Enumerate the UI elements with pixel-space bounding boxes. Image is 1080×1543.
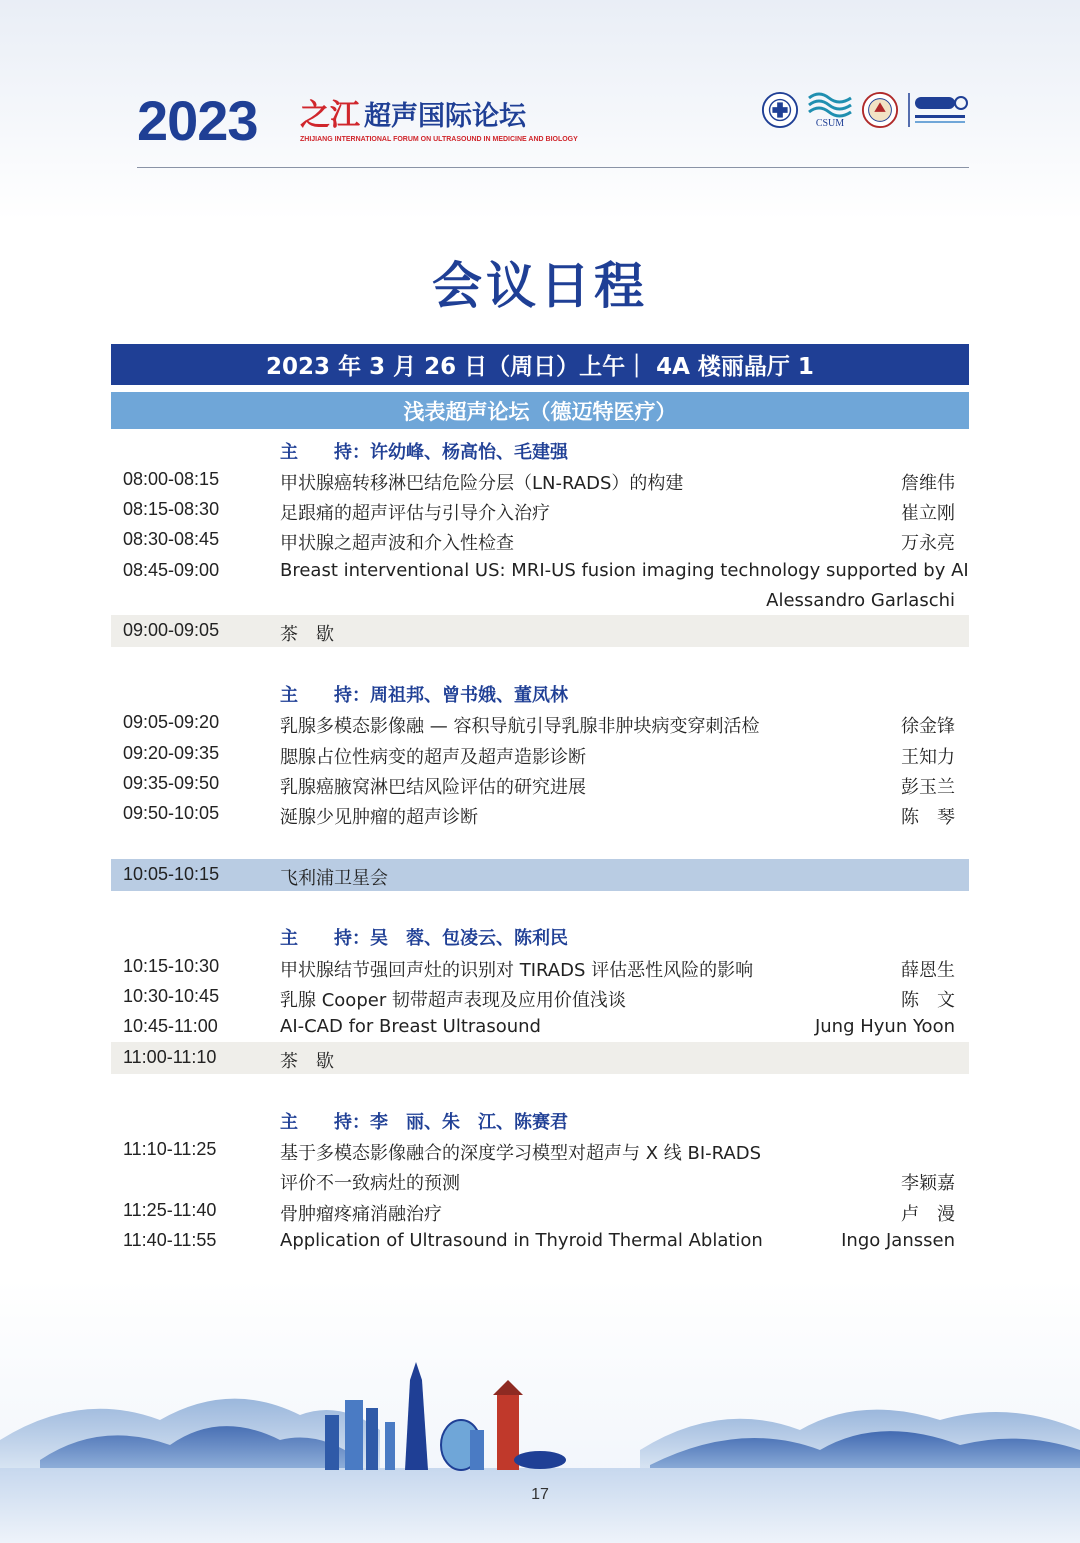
row-speaker: 詹维伟: [901, 473, 955, 494]
row-time: 10:45-11:00: [123, 1016, 218, 1036]
row-speaker: 彭玉兰: [901, 777, 955, 798]
row-time: 08:15-08:30: [123, 499, 220, 519]
forum-brand-cn: [300, 90, 578, 134]
row-time: 10:05-10:15: [123, 864, 220, 884]
row-speaker: 万永亮: [901, 533, 955, 554]
row-time: 09:05-09:20: [123, 712, 220, 732]
chair-names: 主 持：李 丽、朱 江、陈赛君: [280, 1112, 568, 1133]
forum-name-bar: 浅表超声论坛（德迈特医疗）: [111, 392, 969, 429]
row-time: 08:30-08:45: [123, 529, 220, 549]
row-time: 10:15-10:30: [123, 956, 220, 976]
row-speaker: Ingo Janssen: [841, 1230, 955, 1251]
skyline-buildings: [325, 1362, 566, 1470]
row-topic: 茶 歇: [280, 1051, 334, 1072]
chair-names: 主 持：吴 蓉、包凌云、陈利民: [280, 928, 568, 949]
page-title: 会议日程: [432, 257, 648, 315]
row-time: 11:25-11:40: [123, 1200, 217, 1220]
header-year: 2023: [137, 89, 258, 152]
medical-society-emblem-icon: [861, 91, 899, 129]
forum-brand: [300, 90, 578, 143]
row-speaker: 王知力: [901, 747, 955, 768]
row-topic: AI-CAD for Breast Ultrasound: [280, 1016, 541, 1037]
break-row: [111, 1042, 969, 1074]
schedule-row-continuation: [111, 1164, 969, 1194]
schedule-row: [111, 1011, 969, 1041]
schedule-row: [111, 1134, 969, 1164]
forum-header: [137, 84, 969, 154]
forum-brand-en: ZHIJIANG INTERNATIONAL FORUM ON ULTRASOUND IN MEDICINE AND BIOLOGY: [300, 136, 578, 143]
row-topic: 涎腺少见肿瘤的超声诊断: [280, 807, 478, 828]
session-date-bar: 2023 年 3 月 26 日（周日）上午｜ 4A 楼丽晶厅 1: [111, 344, 969, 385]
schedule-row: [111, 951, 969, 981]
row-topic: 乳腺癌腋窝淋巴结风险评估的研究进展: [280, 777, 586, 798]
row-topic: 茶 歇: [280, 624, 334, 645]
csum-wave-icon: [807, 90, 853, 118]
row-time: 10:30-10:45: [123, 986, 220, 1006]
chair-row: [111, 920, 969, 950]
cma-logo-icon: [907, 91, 969, 129]
schedule-row: [111, 464, 969, 494]
chair-row: [111, 434, 969, 464]
row-topic: Breast interventional US: MRI-US fusion imaging technology supported by AI: [280, 560, 969, 581]
schedule-row: [111, 768, 969, 798]
row-topic: 甲状腺癌转移淋巴结危险分层（LN-RADS）的构建: [280, 473, 684, 494]
row-time: 09:20-09:35: [123, 743, 220, 763]
row-time: 08:45-09:00: [123, 560, 220, 580]
association-emblem-icon: [761, 91, 799, 129]
row-speaker: 陈 琴: [901, 807, 955, 828]
row-topic: Application of Ultrasound in Thyroid Thermal Ablation: [280, 1230, 763, 1251]
schedule-row: [111, 738, 969, 768]
row-speaker: Jung Hyun Yoon: [814, 1016, 955, 1037]
row-topic: 评价不一致病灶的预测: [280, 1173, 460, 1194]
csum-logo: [807, 90, 853, 129]
schedule-row: [111, 1195, 969, 1225]
row-speaker: 李颖嘉: [901, 1173, 955, 1194]
row-speaker: 薛恩生: [901, 960, 955, 981]
row-time: 08:00-08:15: [123, 469, 220, 489]
row-speaker: 卢 漫: [901, 1204, 955, 1225]
schedule-row: [111, 707, 969, 737]
row-topic: 飞利浦卫星会: [280, 868, 388, 889]
row-speaker: Alessandro Garlaschi: [766, 590, 955, 611]
row-speaker: 崔立刚: [901, 503, 955, 524]
schedule-row-continuation: [111, 585, 969, 615]
row-topic: 甲状腺结节强回声灶的识别对 TIRADS 评估恶性风险的影响: [280, 960, 754, 981]
satellite-session-row: [111, 859, 969, 891]
header-divider: [137, 167, 969, 168]
row-time: 11:10-11:25: [123, 1139, 217, 1159]
row-speaker: 陈 文: [901, 990, 955, 1011]
row-speaker: 徐金锋: [901, 716, 955, 737]
row-topic: 甲状腺之超声波和介入性检查: [280, 533, 514, 554]
row-topic: 足跟痛的超声评估与引导介入治疗: [280, 503, 550, 524]
schedule-row: [111, 1225, 969, 1255]
row-topic: 乳腺多模态影像融 — 容积导航引导乳腺非肿块病变穿刺活检: [280, 716, 760, 737]
chair-row: [111, 677, 969, 707]
page-number: 17: [531, 1486, 549, 1503]
chair-names: 主 持：许幼峰、杨高怡、毛建强: [280, 442, 568, 463]
brand-zhijiang-logo: 之江: [300, 98, 360, 133]
schedule-row: [111, 555, 969, 585]
row-topic: 基于多模态影像融合的深度学习模型对超声与 X 线 BI-RADS: [280, 1143, 762, 1164]
chair-row: [111, 1104, 969, 1134]
chair-names: 主 持：周祖邦、曾书娥、董凤林: [280, 685, 568, 706]
brand-forum-name: 超声国际论坛: [364, 101, 526, 132]
schedule-row: [111, 524, 969, 554]
csum-text: CSUM: [815, 118, 845, 129]
row-time: 09:00-09:05: [123, 620, 220, 640]
row-time: 09:50-10:05: [123, 803, 220, 823]
sponsor-logos: [761, 90, 969, 129]
row-topic: 乳腺 Cooper 韧带超声表现及应用价值浅谈: [280, 990, 626, 1011]
schedule-row: [111, 981, 969, 1011]
row-topic: 腮腺占位性病变的超声及超声造影诊断: [280, 747, 586, 768]
row-topic: 骨肿瘤疼痛消融治疗: [280, 1204, 442, 1225]
break-row: [111, 615, 969, 647]
schedule-row: [111, 798, 969, 828]
schedule-row: [111, 494, 969, 524]
row-time: 11:00-11:10: [123, 1047, 217, 1067]
hangzhou-skyline-illustration: [0, 1300, 1080, 1543]
row-time: 09:35-09:50: [123, 773, 220, 793]
row-time: 11:40-11:55: [123, 1230, 217, 1250]
